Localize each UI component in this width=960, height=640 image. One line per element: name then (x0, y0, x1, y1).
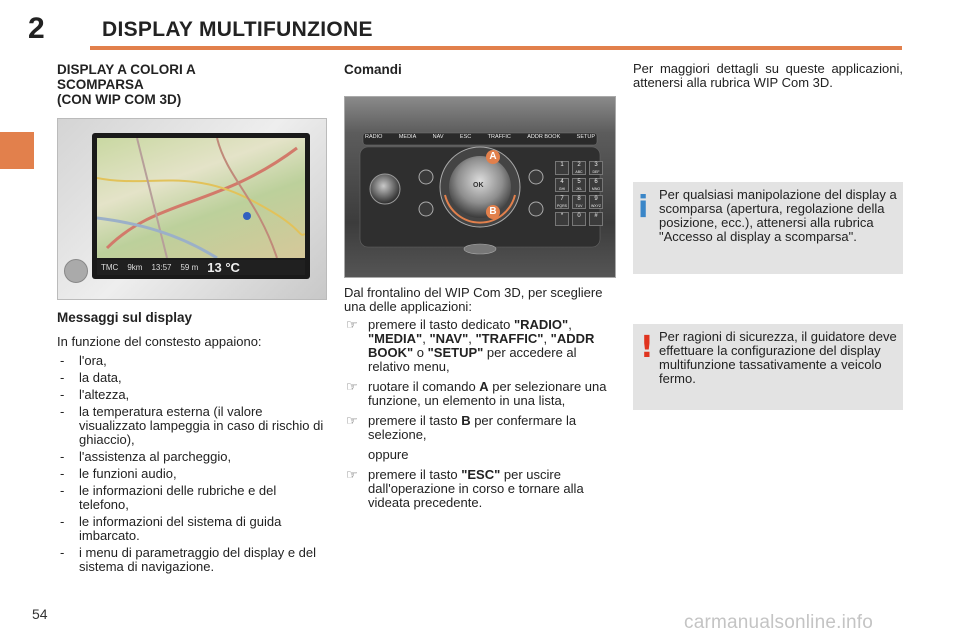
left-column (57, 62, 327, 107)
display-eject-button (64, 259, 88, 283)
clock-readout: 13:57 (151, 263, 172, 272)
list-item: ☞ premere il tasto "ESC" per uscire dall'operazione in corso e tornare alla videata precedente. (346, 467, 584, 510)
section-title (57, 62, 327, 107)
key-radio: "RADIO" (513, 317, 569, 332)
details-text: Per maggiori dettagli su queste applicazioni, attenersi alla rubrica WIP Com 3D. (633, 61, 903, 90)
list-item: - i menu di parametraggio del display e del sistema di navigazione. (57, 546, 327, 574)
list-item: ☞ ruotare il comando A per selezionare una funzione, un elemento in una lista, (346, 379, 607, 408)
section-title-line-2: SCOMPARSA (57, 77, 144, 92)
distance-readout: 9km (127, 263, 143, 272)
keypad-key: 8 TUV (572, 195, 586, 209)
display-photo (57, 118, 327, 300)
keypad-key: # (589, 212, 603, 226)
keypad-key: 2 ABC (572, 161, 586, 175)
keypad-key: 6 MNO (589, 178, 603, 192)
page-number: 54 (32, 606, 48, 622)
pointing-hand-icon: ☞ (346, 413, 358, 428)
distance-readout-2: 59 m (180, 263, 199, 272)
page-title: DISPLAY MULTIFUNZIONE (102, 18, 373, 41)
media-button-label: MEDIA (398, 134, 417, 140)
keypad-key: 5 JKL (572, 178, 586, 192)
warning-box (633, 324, 903, 410)
section-title-line-1: DISPLAY A COLORI A (57, 62, 196, 77)
info-box (633, 182, 903, 274)
key-setup: "SETUP" (427, 345, 484, 360)
list-item: ☞ premere il tasto B per confermare la selezione, (346, 413, 577, 442)
radio-button-label: RADIO (365, 134, 383, 140)
marker-b: B (486, 205, 500, 219)
messages-intro: In funzione del constesto appaiono: (57, 334, 262, 349)
list-item: ☞ premere il tasto dedicato "RADIO", "MEDIA", "NAV", "TRAFFIC", "ADDR BOOK" o "SETUP" per accedere al relativo menu, (346, 317, 595, 374)
warning-text: Per ragioni di sicurezza, il guidatore deve effettuare la configurazione del display multifunzione tassativamente a veicolo fermo. (659, 329, 897, 386)
list-item: - l'altezza, (57, 388, 327, 402)
tmc-indicator: TMC (101, 263, 119, 272)
list-item: - la data, (57, 371, 327, 385)
list-item: - la temperatura esterna (il valore visualizzato lampeggia in caso di rischio di ghiaccio), (57, 405, 327, 447)
control-panel-photo (344, 96, 616, 278)
watermark: carmanualsonline.info (684, 612, 874, 633)
keypad-key: 7 PQRS (555, 195, 569, 209)
list-item: - l'assistenza al parcheggio, (57, 450, 327, 464)
keypad-key: 0 (572, 212, 586, 226)
messages-section (57, 310, 327, 577)
map-roads (97, 138, 305, 258)
numeric-keypad (555, 161, 603, 226)
chapter-side-tab (0, 132, 34, 169)
pointing-hand-icon: ☞ (346, 467, 358, 482)
right-column (633, 62, 903, 90)
esc-button-label: ESC (459, 134, 472, 140)
map-view (97, 138, 305, 258)
keypad-key: 3 DEF (589, 161, 603, 175)
commands-intro: Dal frontalino del WIP Com 3D, per scegliere una delle applicazioni: (344, 285, 603, 314)
list-item: - le informazioni delle rubriche e del telefono, (57, 484, 327, 512)
traffic-button-label: TRAFFIC (487, 134, 511, 140)
knob-ok-label: OK (473, 182, 484, 189)
chapter-number: 2 (28, 12, 45, 45)
commands-title: Comandi (344, 62, 402, 77)
key-traffic: "TRAFFIC" (475, 331, 544, 346)
setup-button-label: SETUP (576, 134, 595, 140)
marker-a: A (486, 150, 500, 164)
pointing-hand-icon: ☞ (346, 317, 358, 332)
info-text: Per qualsiasi manipolazione del display a scomparsa (apertura, regolazione della posizione, ecc.), attenersi alla rubrica "Accesso al display a scomparsa". (659, 187, 897, 244)
key-b: B (461, 413, 471, 428)
info-icon: i (638, 190, 649, 225)
middle-column (344, 62, 616, 77)
commands-text (344, 286, 616, 516)
list-item: - le funzioni audio, (57, 467, 327, 481)
keypad-key: 4 GHI (555, 178, 569, 192)
keypad-key: 1 (555, 161, 569, 175)
messages-title: Messaggi sul display (57, 310, 193, 325)
list-item: - l'ora, (57, 354, 327, 368)
section-title-line-3: (CON WIP COM 3D) (57, 92, 182, 107)
warning-icon: ! (640, 330, 654, 365)
messages-list (57, 354, 327, 574)
title-rule (90, 46, 902, 50)
key-addr-book: "ADDR BOOK" (368, 331, 595, 360)
keypad-key: * (555, 212, 569, 226)
pointing-hand-icon: ☞ (346, 379, 358, 394)
nav-button-label: NAV (432, 134, 444, 140)
commands-list-2 (344, 468, 616, 510)
key-esc: "ESC" (461, 467, 501, 482)
temperature-readout: 13 °C (207, 260, 240, 275)
navigation-screen (92, 133, 310, 279)
key-a: A (479, 379, 489, 394)
addr-book-button-label: ADDR BOOK (527, 134, 561, 140)
key-nav: "NAV" (429, 331, 469, 346)
screen-status-bar (97, 260, 305, 275)
keypad-key: 9 WXYZ (590, 196, 602, 208)
list-item: - le informazioni del sistema di guida imbarcato. (57, 515, 327, 543)
key-media: "MEDIA" (368, 331, 423, 346)
panel-button-row (365, 134, 595, 140)
oppure-text: oppure (368, 447, 409, 462)
commands-list (344, 318, 616, 442)
